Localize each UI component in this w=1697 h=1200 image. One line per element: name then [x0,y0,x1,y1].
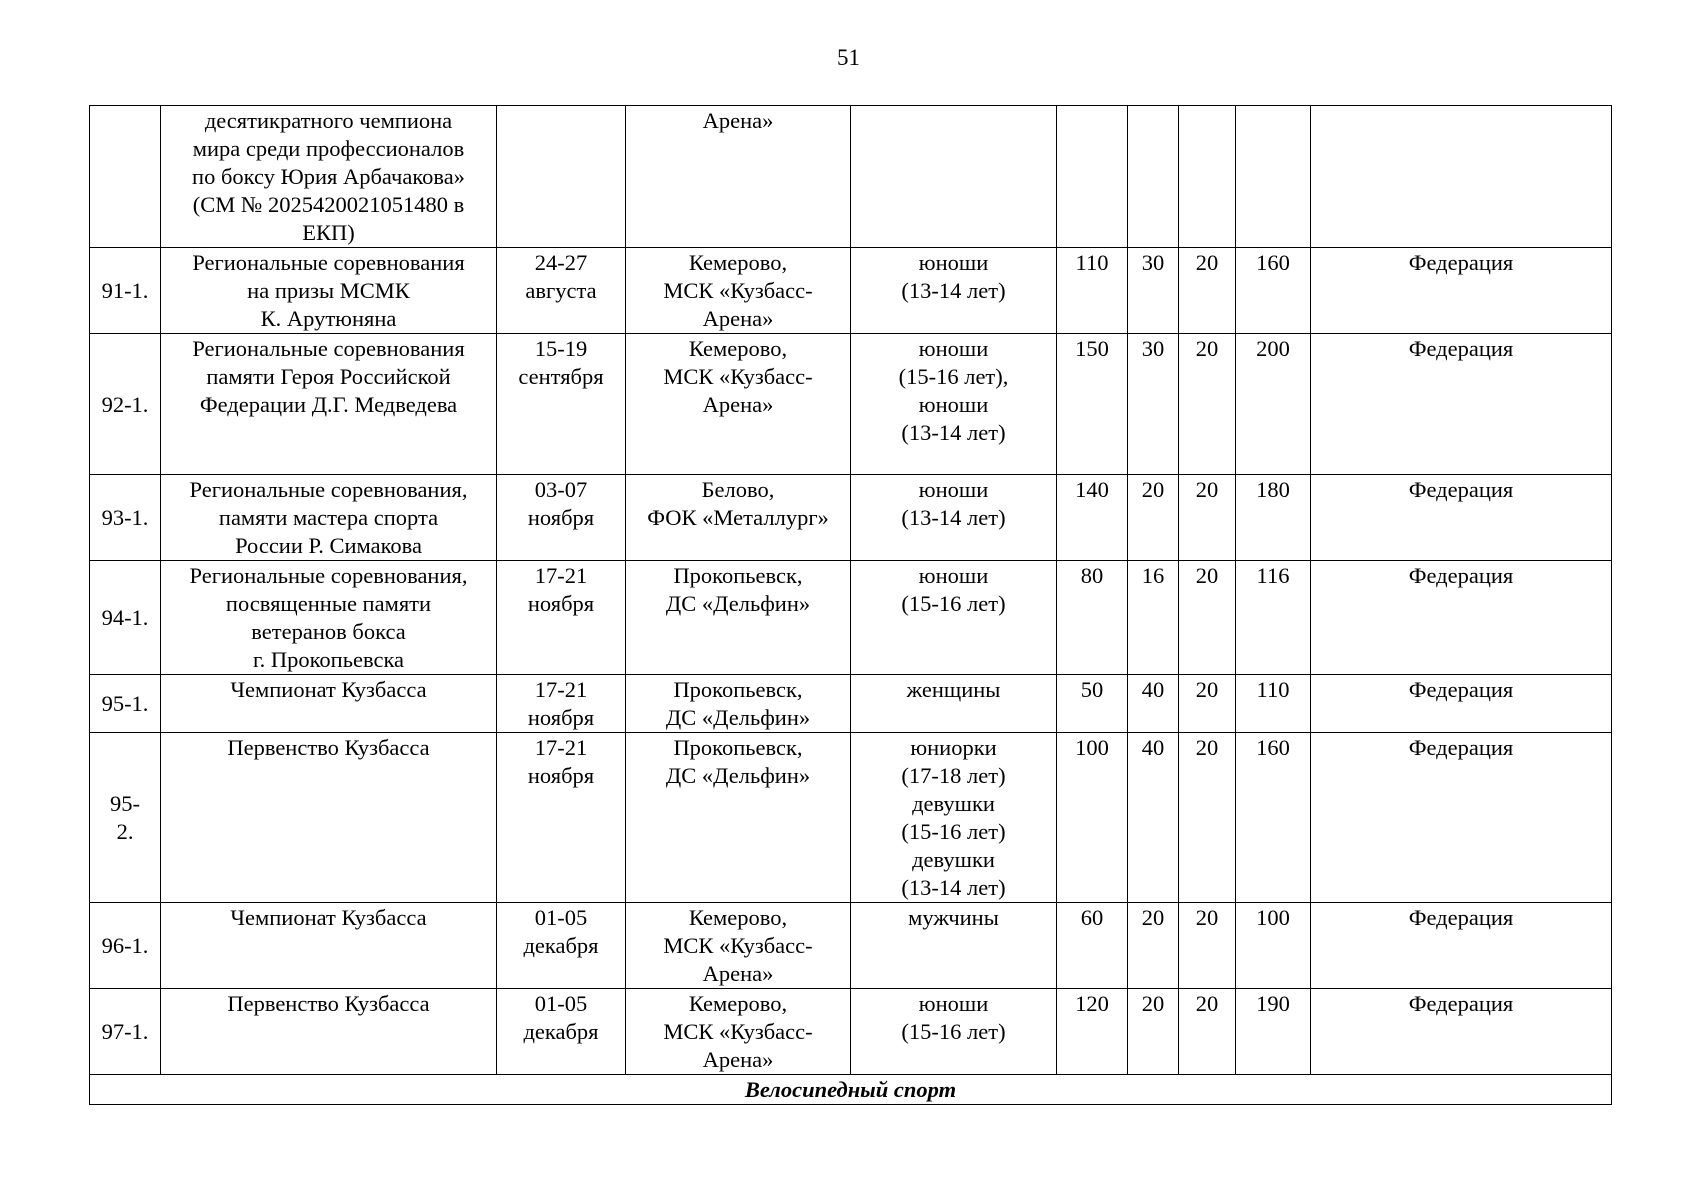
cell-total: 110 [1236,675,1311,733]
cell-event-name: Региональные соревнования, посвященные памяти ветеранов бокса г. Прокопьевска [161,561,497,675]
cell-venue: Белово, ФОК «Металлург» [626,475,851,561]
cell-total: 180 [1236,475,1311,561]
cell-dates [497,106,626,248]
cell-category: юниорки (17-18 лет) девушки (15-16 лет) девушки (13-14 лет) [851,733,1057,903]
cell-num: 91-1. [90,248,161,334]
cell-organizer: Федерация [1311,989,1612,1075]
cell-dates: 01-05 декабря [497,989,626,1075]
table-row [90,675,1612,733]
cell-count-3: 20 [1179,733,1236,903]
cell-venue: Кемерово, МСК «Кузбасс- Арена» [626,989,851,1075]
table-row [90,248,1612,334]
cell-count-2: 20 [1128,903,1179,989]
cell-organizer: Федерация [1311,903,1612,989]
cell-count-1: 150 [1057,334,1128,475]
cell-dates: 17-21 ноября [497,733,626,903]
cell-dates: 17-21 ноября [497,561,626,675]
cell-count-3: 20 [1179,675,1236,733]
cell-num [90,106,161,248]
cell-venue: Прокопьевск, ДС «Дельфин» [626,561,851,675]
cell-organizer: Федерация [1311,675,1612,733]
cell-venue: Арена» [626,106,851,248]
cell-event-name: десятикратного чемпиона мира среди профессионалов по боксу Юрия Арбачакова» (СМ № 2025420021051480 в ЕКП) [161,106,497,248]
cell-count-1 [1057,106,1128,248]
cell-dates: 15-19 сентября [497,334,626,475]
cell-category: юноши (13-14 лет) [851,248,1057,334]
cell-count-2: 30 [1128,248,1179,334]
cell-organizer: Федерация [1311,248,1612,334]
cell-count-2: 16 [1128,561,1179,675]
cell-venue: Кемерово, МСК «Кузбасс- Арена» [626,334,851,475]
cell-organizer: Федерация [1311,475,1612,561]
cell-count-3: 20 [1179,903,1236,989]
table-row [90,733,1612,903]
cell-organizer: Федерация [1311,334,1612,475]
cell-count-1: 120 [1057,989,1128,1075]
cell-num: 96-1. [90,903,161,989]
table-row [90,475,1612,561]
cell-count-2: 40 [1128,675,1179,733]
table-row [90,989,1612,1075]
cell-event-name: Региональные соревнования на призы МСМК К. Арутюняна [161,248,497,334]
cell-count-1: 80 [1057,561,1128,675]
cell-num: 97-1. [90,989,161,1075]
cell-count-3 [1179,106,1236,248]
cell-count-3: 20 [1179,475,1236,561]
cell-count-2: 20 [1128,989,1179,1075]
cell-total: 200 [1236,334,1311,475]
cell-count-3: 20 [1179,561,1236,675]
cell-total: 116 [1236,561,1311,675]
cell-venue: Кемерово, МСК «Кузбасс- Арена» [626,248,851,334]
cell-num: 92-1. [90,334,161,475]
cell-category: юноши (15-16 лет) [851,989,1057,1075]
cell-count-1: 50 [1057,675,1128,733]
cell-total: 160 [1236,248,1311,334]
cell-count-2 [1128,106,1179,248]
cell-num: 94-1. [90,561,161,675]
cell-num: 95- 2. [90,733,161,903]
cell-count-2: 30 [1128,334,1179,475]
cell-count-2: 40 [1128,733,1179,903]
cell-count-1: 60 [1057,903,1128,989]
cell-event-name: Чемпионат Кузбасса [161,903,497,989]
cell-count-3: 20 [1179,248,1236,334]
cell-category: юноши (13-14 лет) [851,475,1057,561]
cell-count-1: 110 [1057,248,1128,334]
cell-dates: 17-21 ноября [497,675,626,733]
cell-organizer [1311,106,1612,248]
cell-total: 100 [1236,903,1311,989]
cell-category: мужчины [851,903,1057,989]
cell-count-2: 20 [1128,475,1179,561]
cell-organizer: Федерация [1311,733,1612,903]
page-number: 51 [837,45,860,70]
cell-count-1: 100 [1057,733,1128,903]
cell-count-3: 20 [1179,334,1236,475]
cell-category: юноши (15-16 лет), юноши (13-14 лет) [851,334,1057,475]
cell-count-3: 20 [1179,989,1236,1075]
cell-dates: 03-07 ноября [497,475,626,561]
cell-count-1: 140 [1057,475,1128,561]
cell-venue: Прокопьевск, ДС «Дельфин» [626,733,851,903]
cell-total: 190 [1236,989,1311,1075]
cell-venue: Прокопьевск, ДС «Дельфин» [626,675,851,733]
cell-total [1236,106,1311,248]
cell-category: юноши (15-16 лет) [851,561,1057,675]
cell-total: 160 [1236,733,1311,903]
cell-num: 95-1. [90,675,161,733]
cell-event-name: Первенство Кузбасса [161,733,497,903]
cell-event-name: Региональные соревнования, памяти мастера спорта России Р. Симакова [161,475,497,561]
table-row-continued [90,106,1612,248]
table-row [90,903,1612,989]
table-row [90,334,1612,475]
cell-dates: 01-05 декабря [497,903,626,989]
table-row [90,561,1612,675]
cell-dates: 24-27 августа [497,248,626,334]
cell-organizer: Федерация [1311,561,1612,675]
cell-event-name: Первенство Кузбасса [161,989,497,1075]
section-title: Велосипедный спорт [90,1075,1612,1105]
events-table [89,105,1612,1105]
cell-category [851,106,1057,248]
cell-venue: Кемерово, МСК «Кузбасс- Арена» [626,903,851,989]
section-row [90,1075,1612,1105]
cell-event-name: Чемпионат Кузбасса [161,675,497,733]
cell-event-name: Региональные соревнования памяти Героя Российской Федерации Д.Г. Медведева [161,334,497,475]
cell-category: женщины [851,675,1057,733]
cell-num: 93-1. [90,475,161,561]
